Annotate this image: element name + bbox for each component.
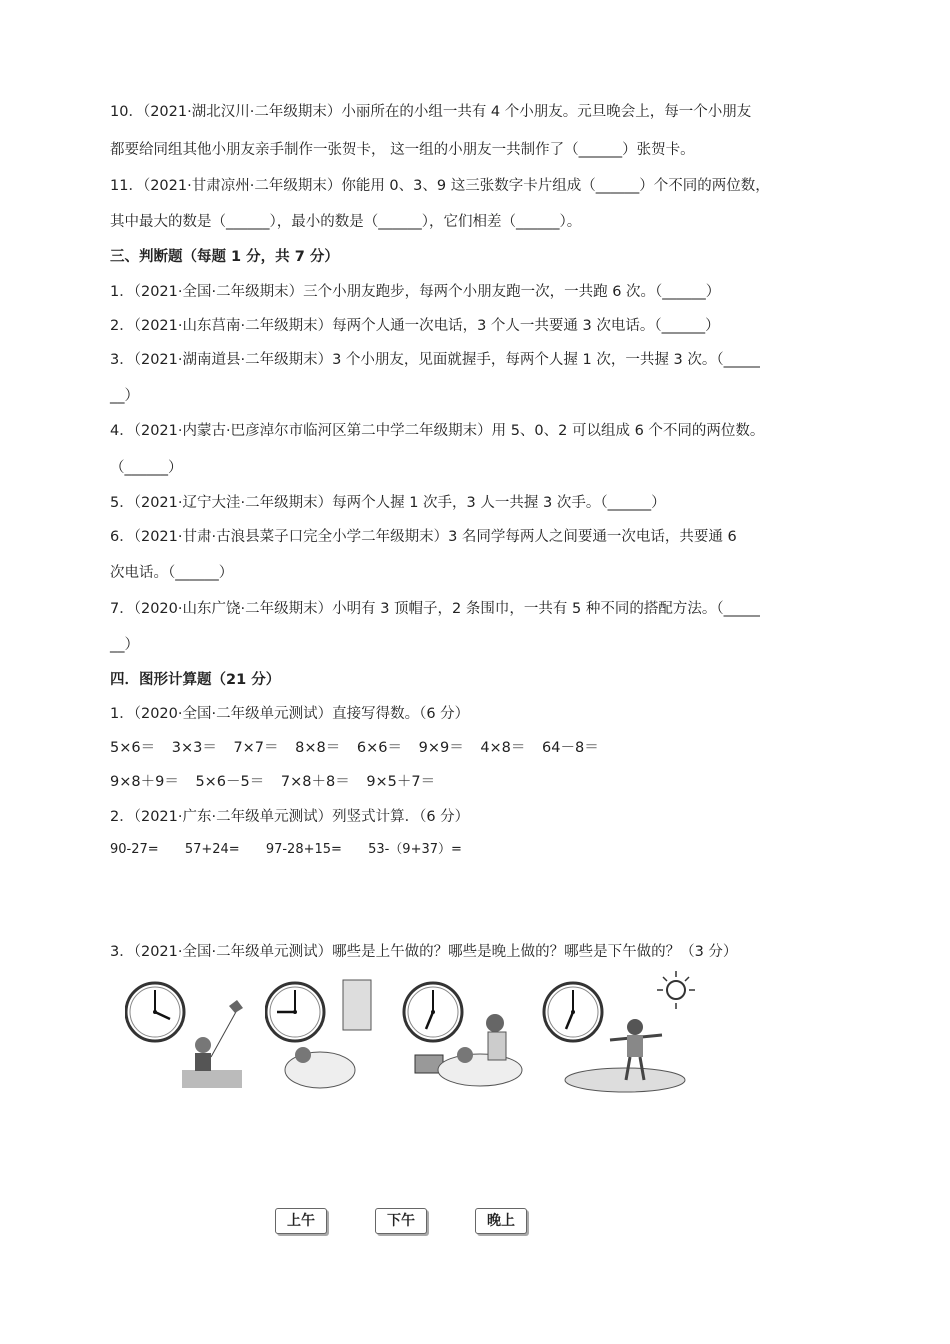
clock-icon — [544, 983, 602, 1041]
calc1-item: 64－8＝ — [542, 740, 599, 756]
calc1-item: 3×3＝ — [171, 740, 217, 756]
calc1-item: 9×5＋7＝ — [366, 774, 436, 790]
judge-1: 1．（2021·全国·二年级期末）三个小朋友跑步，每两个小朋友跑一次，一共跑 6 次。（______） — [110, 284, 721, 300]
judge-6: 6．（2021·甘肃·古浪县菜子口完全小学二年级期末）3 名同学每两人之间要通一次电话，共要通 6 — [110, 529, 737, 545]
calc1-title: 1．（2020·全国·二年级单元测试）直接写得数。（6 分） — [110, 706, 470, 722]
judge-4: 4．（2021·内蒙古·巴彦淖尔市临河区第二中学二年级期末）用 5、0、2 可以组成 6 个不同的两位数。 — [110, 423, 765, 439]
judge-2: 2．（2021·山东莒南·二年级期末）每两个人通一次电话，3 个人一共要通 3 次电话。（______） — [110, 318, 720, 334]
q11-line1: 11．（2021·甘肃凉州·二年级期末）你能用 0、3、9 这三张数字卡片组成（______）个不同的两位数， — [110, 178, 770, 194]
calc1-row2 — [110, 770, 447, 791]
clock-icon — [126, 983, 184, 1041]
evening-button[interactable]: 晚上 — [475, 1208, 527, 1234]
judge-5: 5．（2021·辽宁大洼·二年级期末）每两个人握 1 次手，3 人一共握 3 次手。（______） — [110, 495, 666, 511]
calc1-item: 4×8＝ — [480, 740, 526, 756]
judge-7: 7．（2020·山东广饶·二年级期末）小明有 3 顶帽子，2 条围巾，一共有 5 种不同的搭配方法。（_____ — [110, 601, 760, 617]
picture-clock-wake — [400, 975, 530, 1093]
calc1-item: 5×6－5＝ — [195, 774, 265, 790]
judge-3-cont: __） — [110, 388, 139, 404]
picture-clock-exercise — [540, 965, 700, 1093]
calc1-item: 9×8＋9＝ — [110, 774, 179, 790]
clock-icon — [266, 983, 324, 1041]
judge-6-cont: 次电话。（______） — [110, 565, 234, 581]
calc1-item: 8×8＝ — [295, 740, 341, 756]
calc1-item: 7×8＋8＝ — [280, 774, 350, 790]
section4-title: 四．图形计算题（21 分） — [110, 672, 281, 688]
calc1-item: 9×9＝ — [418, 740, 464, 756]
afternoon-button[interactable]: 下午 — [375, 1208, 427, 1234]
calc2-row — [110, 838, 474, 857]
judge-7-cont: __） — [110, 637, 139, 653]
calc2-item: 53-（9+37）= — [368, 842, 462, 857]
calc3-title: 3．（2021·全国·二年级单元测试）哪些是上午做的？哪些是晚上做的？哪些是下午做的？（3 分） — [110, 944, 738, 960]
calc2-item: 57+24= — [184, 842, 240, 857]
clock-icon — [404, 983, 462, 1041]
calc2-title: 2．（2021·广东·二年级单元测试）列竖式计算．（6 分） — [110, 809, 470, 825]
judge-3: 3．（2021·湖南道县·二年级期末）3 个小朋友，见面就握手，每两个人握 1 次，一共握 3 次。（_____ — [110, 352, 760, 368]
q10-line2: 都要给同组其他小朋友亲手制作一张贺卡， 这一组的小朋友一共制作了（______）张贺卡。 — [110, 142, 695, 158]
calc1-item: 7×7＝ — [233, 740, 279, 756]
section3-title: 三、判断题（每题 1 分，共 7 分） — [110, 249, 339, 265]
picture-clock-kite — [125, 975, 250, 1093]
q10-line1: 10．（2021·湖北汉川·二年级期末）小丽所在的小组一共有 4 个小朋友。元旦晚会上，每一个小朋友 — [110, 104, 752, 120]
calc1-item: 6×6＝ — [356, 740, 402, 756]
morning-button[interactable]: 上午 — [275, 1208, 327, 1234]
sun-icon — [657, 971, 695, 1009]
picture-clock-sleep — [265, 975, 375, 1093]
calc1-row1 — [110, 736, 611, 757]
calc2-item: 97-28+15= — [265, 842, 342, 857]
q11-line2: 其中最大的数是（______），最小的数是（______），它们相差（______）。 — [110, 214, 582, 230]
judge-4-cont: （______） — [110, 460, 183, 476]
calc1-item: 5×6＝ — [110, 740, 156, 756]
calc2-item: 90-27= — [110, 842, 159, 857]
